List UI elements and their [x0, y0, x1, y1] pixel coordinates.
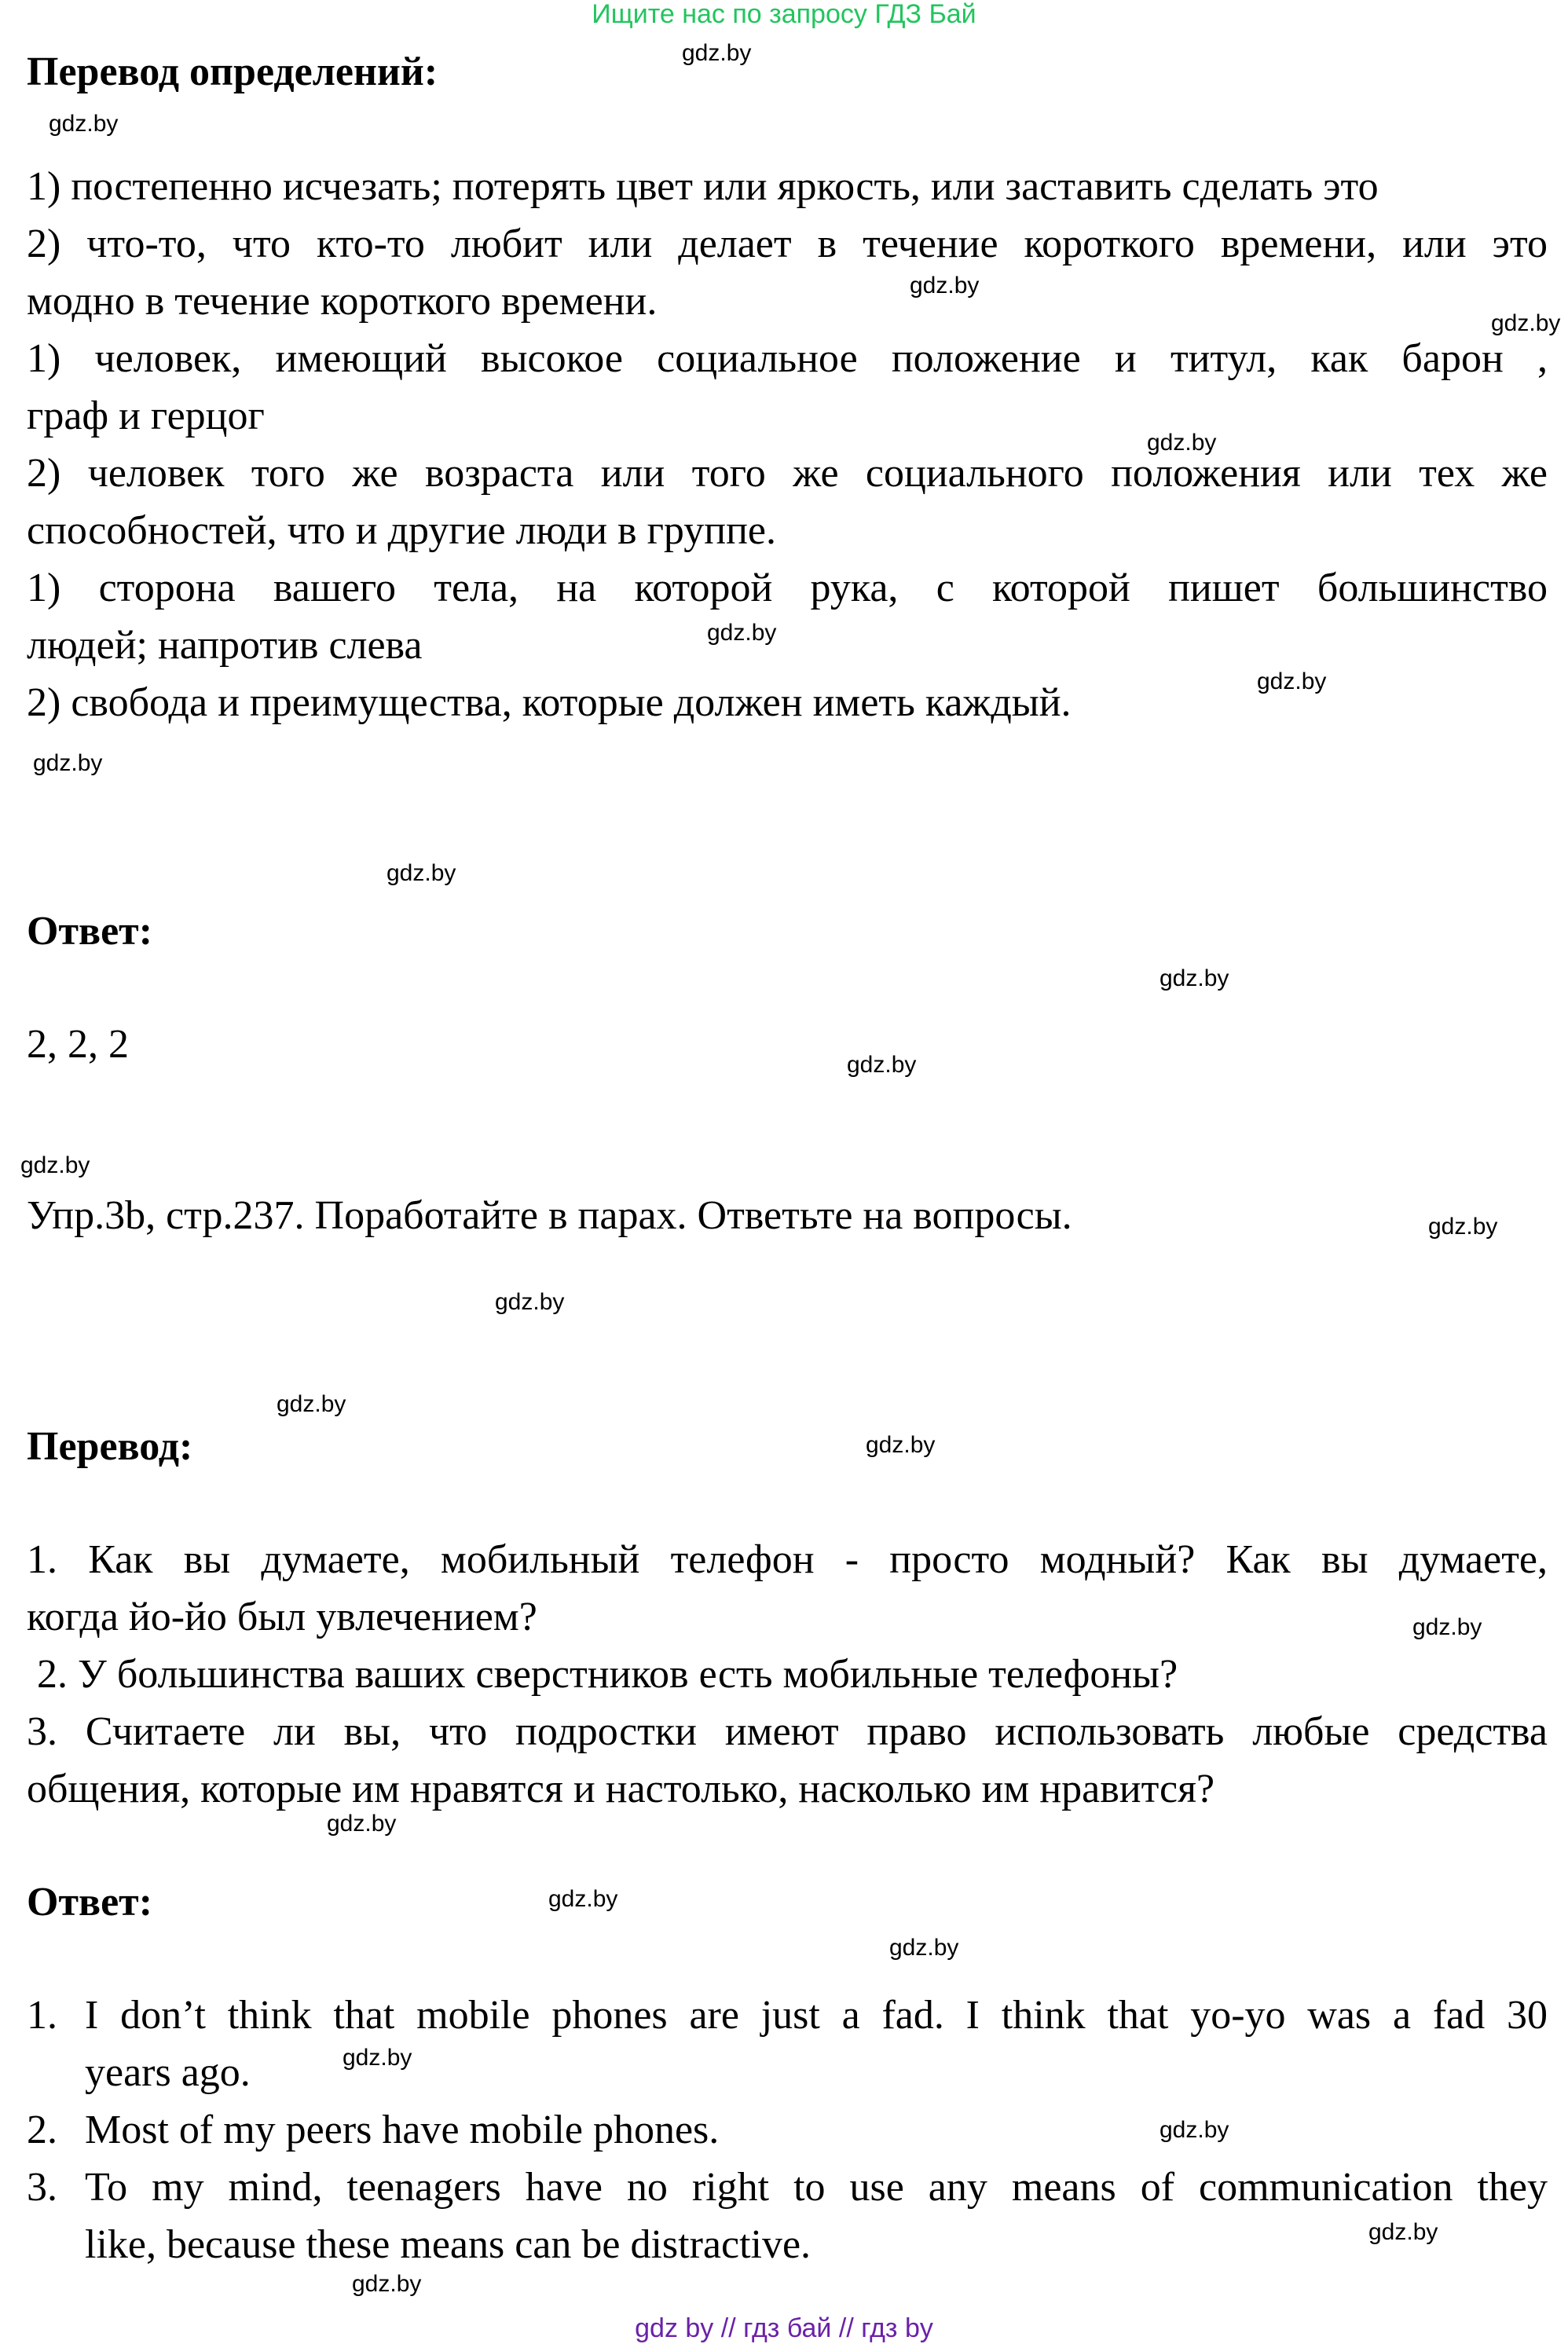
definition-line: 2) что-то, что кто-то любит или делает в течение короткого времени, или это — [27, 222, 1548, 266]
watermark: gdz.by — [847, 1052, 917, 1078]
watermark: gdz.by — [49, 111, 119, 137]
watermark: gdz.by — [866, 1432, 936, 1458]
watermark: gdz.by — [20, 1152, 90, 1178]
translation-line: 3. Считаете ли вы, что подростки имеют право использовать любые средства — [27, 1709, 1548, 1754]
answer-text: 2, 2, 2 — [27, 1022, 129, 1067]
watermark: gdz.by — [1257, 668, 1327, 694]
translation-line: когда йо-йо был увлечением? — [27, 1595, 537, 1639]
exercise-title: Упр.3b, стр.237. Поработайте в парах. Ответьте на вопросы. — [27, 1193, 1072, 1238]
watermark: gdz.by — [1368, 2219, 1438, 2245]
top-banner[interactable]: Ищите нас по запросу ГДЗ Бай — [592, 0, 976, 29]
watermark: gdz.by — [387, 860, 456, 886]
watermark: gdz.by — [495, 1289, 565, 1315]
translation-heading: Перевод: — [27, 1424, 193, 1469]
definition-line: 2) свобода и преимущества, которые должен иметь каждый. — [27, 680, 1072, 725]
definition-line: модно в течение короткого времени. — [27, 279, 658, 324]
watermark: gdz.by — [1491, 310, 1561, 336]
list-item-number: 1. — [27, 1993, 57, 2038]
watermark: gdz.by — [548, 1886, 618, 1912]
watermark: gdz.by — [707, 620, 777, 646]
watermark: gdz.by — [1160, 2117, 1229, 2143]
definition-line: 1) сторона вашего тела, на которой рука, с которой пишет большинство — [27, 566, 1548, 610]
list-item-number: 2. — [27, 2108, 57, 2152]
list-item-text: years ago. — [85, 2050, 251, 2095]
definition-line: способностей, что и другие люди в группе. — [27, 508, 776, 553]
list-item-text: Most of my peers have mobile phones. — [85, 2108, 720, 2152]
footer-links[interactable]: gdz by // гдз бай // гдз by — [635, 2313, 933, 2343]
list-item-number: 3. — [27, 2165, 57, 2210]
translation-line: 2. У большинства ваших сверстников есть мобильные телефоны? — [27, 1652, 1178, 1697]
definition-line: граф и герцог — [27, 394, 265, 438]
watermark: gdz.by — [1160, 965, 1229, 991]
translation-line: 1. Как вы думаете, мобильный телефон - просто модный? Как вы думаете, — [27, 1537, 1548, 1582]
watermark: gdz.by — [910, 273, 980, 298]
definition-line: людей; напротив слева — [27, 623, 423, 668]
watermark: gdz.by — [1428, 1214, 1498, 1240]
list-item-text: like, because these means can be distractive. — [85, 2222, 811, 2267]
list-item-text: To my mind, teenagers have no right to use any means of communication they — [85, 2165, 1548, 2210]
definition-line: 2) человек того же возраста или того же социального положения или тех же — [27, 451, 1548, 496]
answer-heading: Ответ: — [27, 909, 153, 954]
watermark: gdz.by — [889, 1935, 959, 1961]
watermark: gdz.by — [327, 1811, 397, 1837]
answer-heading: Ответ: — [27, 1880, 153, 1925]
list-item-text: I don’t think that mobile phones are just a fad. I think that yo-yo was a fad 30 — [85, 1993, 1548, 2038]
watermark: gdz.by — [682, 40, 752, 66]
watermark: gdz.by — [343, 2045, 412, 2071]
definitions-heading: Перевод определений: — [27, 49, 438, 94]
definition-line: 1) человек, имеющий высокое социальное положение и титул, как барон , — [27, 336, 1548, 381]
watermark: gdz.by — [1412, 1614, 1482, 1640]
watermark: gdz.by — [1147, 430, 1217, 456]
watermark: gdz.by — [277, 1391, 346, 1417]
translation-line: общения, которые им нравятся и настолько, насколько им нравится? — [27, 1767, 1215, 1811]
watermark: gdz.by — [33, 750, 103, 776]
watermark: gdz.by — [352, 2271, 422, 2297]
definition-line: 1) постепенно исчезать; потерять цвет или яркость, или заставить сделать это — [27, 164, 1379, 209]
